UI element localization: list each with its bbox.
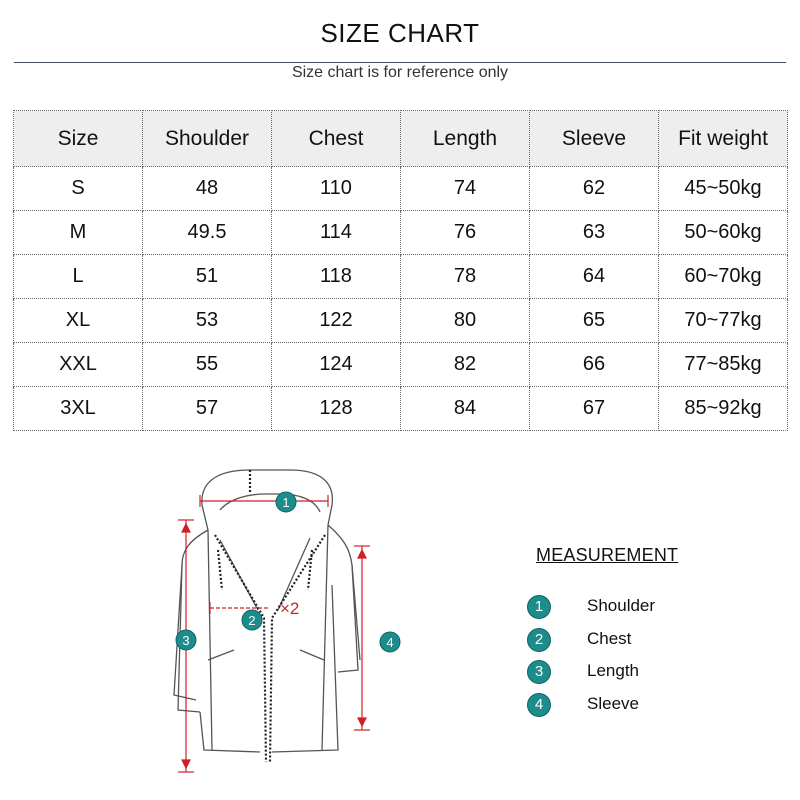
table-cell: L xyxy=(14,255,143,299)
table-row xyxy=(14,255,788,299)
table-cell: 84 xyxy=(401,387,530,431)
table-cell: S xyxy=(14,167,143,211)
table-cell: 122 xyxy=(272,299,401,343)
column-header-size: Size xyxy=(14,111,143,167)
legend-label: Length xyxy=(587,661,639,680)
legend-badge: 2 xyxy=(527,628,551,652)
table-cell: M xyxy=(14,211,143,255)
table-cell: 60~70kg xyxy=(659,255,788,299)
table-cell: 64 xyxy=(530,255,659,299)
table-cell: 80 xyxy=(401,299,530,343)
table-row xyxy=(14,343,788,387)
table-cell: 78 xyxy=(401,255,530,299)
diagram-badge-length xyxy=(176,630,196,650)
legend-badge: 3 xyxy=(527,660,551,684)
table-cell: 65 xyxy=(530,299,659,343)
jacket-outline-icon xyxy=(174,470,360,752)
table-cell: 128 xyxy=(272,387,401,431)
table-row xyxy=(14,167,788,211)
diagram-badge-chest xyxy=(242,610,262,630)
table-cell: 77~85kg xyxy=(659,343,788,387)
table-cell: XXL xyxy=(14,343,143,387)
legend-badge: 4 xyxy=(527,693,551,717)
table-cell: 118 xyxy=(272,255,401,299)
page-subtitle: Size chart is for reference only xyxy=(291,64,509,81)
measurement-title: MEASUREMENT xyxy=(536,545,679,565)
table-cell: 110 xyxy=(272,167,401,211)
legend-label: Shoulder xyxy=(587,596,656,615)
page-title: SIZE CHART xyxy=(320,18,480,48)
table-cell: 70~77kg xyxy=(659,299,788,343)
table-row xyxy=(14,299,788,343)
column-header-shoulder: Shoulder xyxy=(143,111,272,167)
column-header-chest: Chest xyxy=(272,111,401,167)
table-cell: 114 xyxy=(272,211,401,255)
table-cell: XL xyxy=(14,299,143,343)
table-cell: 85~92kg xyxy=(659,387,788,431)
legend-label: Chest xyxy=(587,629,632,648)
table-cell: 62 xyxy=(530,167,659,211)
title-divider xyxy=(14,62,786,63)
jacket-diagram xyxy=(160,450,420,790)
table-cell: 82 xyxy=(401,343,530,387)
table-cell: 124 xyxy=(272,343,401,387)
diagram-badge-sleeve xyxy=(380,632,400,652)
table-cell: 48 xyxy=(143,167,272,211)
chest-multiplier-label: ×2 xyxy=(280,599,300,618)
column-header-length: Length xyxy=(401,111,530,167)
svg-text:4: 4 xyxy=(386,635,394,650)
table-cell: 67 xyxy=(530,387,659,431)
svg-text:1: 1 xyxy=(282,495,290,510)
size-table xyxy=(13,110,788,431)
legend-badge: 1 xyxy=(527,595,551,619)
table-row xyxy=(14,211,788,255)
column-header-fit-weight: Fit weight xyxy=(659,111,788,167)
table-header-row xyxy=(14,111,788,167)
svg-text:3: 3 xyxy=(182,633,190,648)
table-cell: 63 xyxy=(530,211,659,255)
table-cell: 53 xyxy=(143,299,272,343)
table-cell: 55 xyxy=(143,343,272,387)
measure-lines xyxy=(178,495,370,772)
table-cell: 3XL xyxy=(14,387,143,431)
legend-label: Sleeve xyxy=(587,694,639,713)
table-cell: 49.5 xyxy=(143,211,272,255)
svg-text:2: 2 xyxy=(248,613,256,628)
table-cell: 45~50kg xyxy=(659,167,788,211)
table-cell: 76 xyxy=(401,211,530,255)
table-cell: 51 xyxy=(143,255,272,299)
table-cell: 50~60kg xyxy=(659,211,788,255)
column-header-sleeve: Sleeve xyxy=(530,111,659,167)
table-cell: 66 xyxy=(530,343,659,387)
diagram-badge-shoulder xyxy=(276,492,296,512)
table-row xyxy=(14,387,788,431)
table-cell: 57 xyxy=(143,387,272,431)
zipper-icon xyxy=(215,470,325,762)
table-cell: 74 xyxy=(401,167,530,211)
